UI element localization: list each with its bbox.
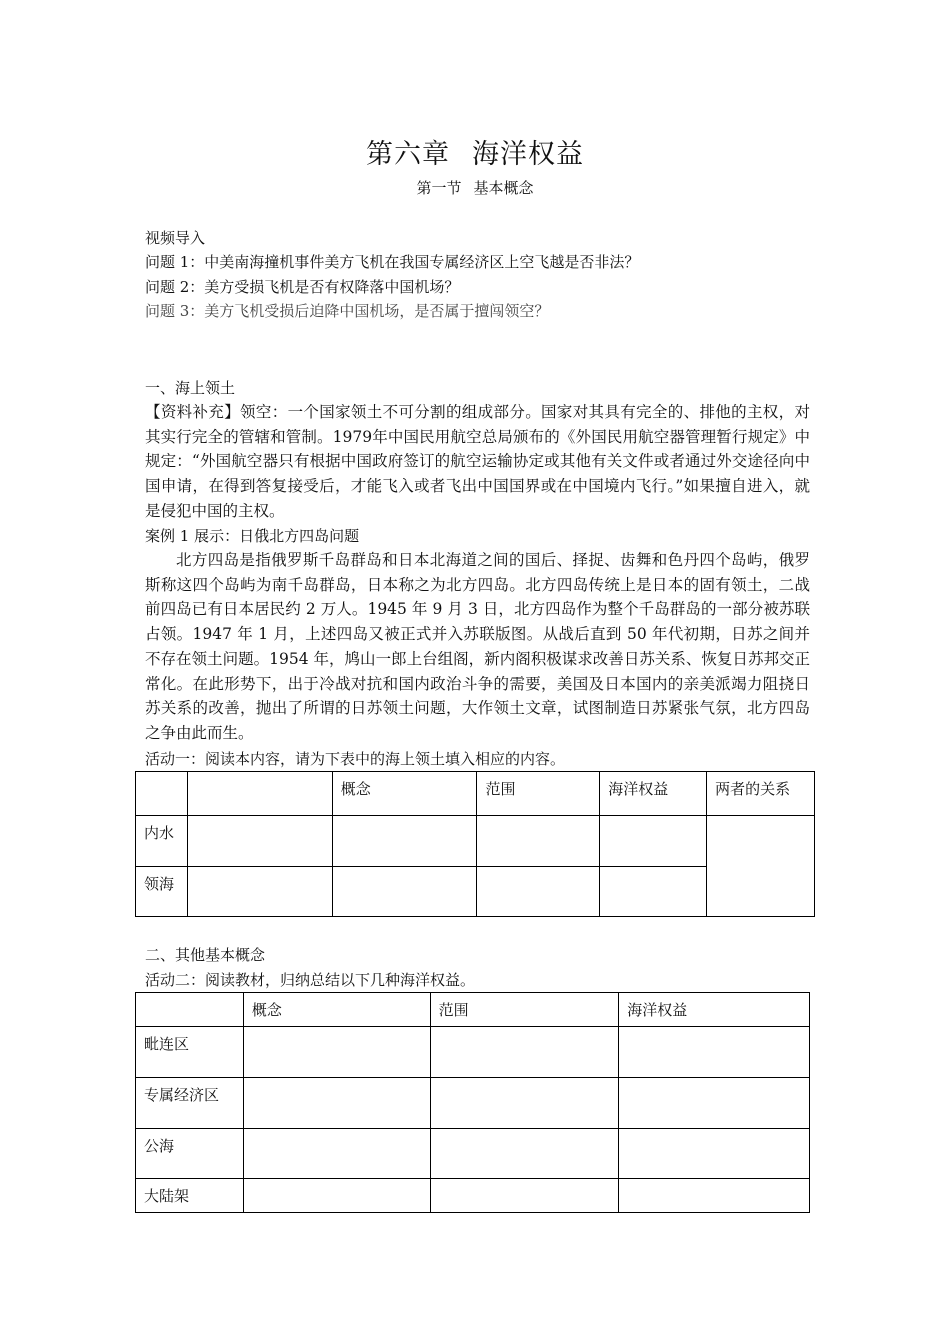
answer-cell[interactable] — [187, 867, 332, 917]
table-row — [136, 1078, 810, 1129]
part1-heading: 一、海上领土 — [145, 379, 236, 397]
part2-heading: 二、其他基本概念 — [145, 946, 266, 964]
row-label: 大陆架 — [136, 1179, 244, 1213]
answer-cell[interactable] — [243, 1078, 430, 1129]
row-label: 内水 — [136, 816, 188, 867]
chapter-number: 第六章 — [366, 139, 450, 170]
row-label: 专属经济区 — [136, 1078, 244, 1129]
answer-cell[interactable] — [332, 867, 477, 917]
chapter-name: 海洋权益 — [472, 139, 584, 170]
case-paragraph: 北方四岛是指俄罗斯千岛群岛和日本北海道之间的国后、择捉、齿舞和色丹四个岛屿，俄罗斯称这四个岛屿为南千岛群岛，日本称之为北方四岛。北方四岛传统上是日本的固有领土，二战前四岛已有日本居民约 2 万人。1945 年 9 月 3 日，北方四岛作为整个千岛群岛的一部分被苏联占领。1947 年 1 月，上述四岛又被正式并入苏联版图。从战后直到 50 年代初期，日苏之间并不存在领土问题。1954 年，鸠山一郎上台组阁，新内阁积极谋求改善日苏关系、恢复日苏邦交正常化。在此形势下，出于冷战对抗和国内政治斗争的需要，美国及日本国内的亲美派竭力阻挠日苏关系的改善，抛出了所谓的日苏领土问题，大作领土文章，试图制造日苏紧张气氛，北方四岛之争由此而生。 — [145, 551, 810, 742]
activity2-text: 活动二：阅读教材，归纳总结以下几种海洋权益。 — [145, 971, 476, 989]
answer-cell[interactable] — [243, 1129, 430, 1179]
intro-question-3: 问题 3：美方飞机受损后迫降中国机场，是否属于擅闯领空？ — [145, 302, 550, 320]
answer-cell[interactable] — [187, 816, 332, 867]
answer-cell[interactable] — [477, 867, 600, 917]
answer-cell[interactable] — [430, 1129, 619, 1179]
table-header-cell: 范围 — [477, 772, 600, 816]
intro-heading: 视频导入 — [145, 229, 206, 247]
table-row — [136, 1179, 810, 1213]
answer-cell[interactable] — [619, 1129, 810, 1179]
table-header-cell: 两者的关系 — [707, 772, 815, 816]
intro-question-1: 问题 1：中美南海撞机事件美方飞机在我国专属经济区上空飞越是否非法？ — [145, 253, 640, 271]
answer-cell[interactable] — [619, 1078, 810, 1129]
answer-cell[interactable] — [619, 1027, 810, 1078]
answer-cell[interactable] — [332, 816, 477, 867]
table-header-cell: 概念 — [243, 993, 430, 1027]
answer-cell[interactable] — [477, 816, 600, 867]
section-number: 第一节 — [416, 179, 462, 197]
answer-cell[interactable] — [430, 1078, 619, 1129]
maritime-rights-table — [135, 992, 810, 1213]
answer-cell[interactable] — [619, 1179, 810, 1213]
table-header-cell: 海洋权益 — [600, 772, 707, 816]
table-header-cell: 概念 — [332, 772, 477, 816]
answer-cell[interactable] — [243, 1179, 430, 1213]
activity1-text: 活动一：阅读本内容，请为下表中的海上领土填入相应的内容。 — [145, 750, 566, 768]
section-title — [0, 177, 950, 198]
intro-question-2: 问题 2：美方受损飞机是否有权降落中国机场？ — [145, 278, 460, 296]
answer-cell[interactable] — [430, 1027, 619, 1078]
maritime-territory-table — [135, 771, 815, 917]
section-name: 基本概念 — [473, 179, 534, 197]
table-header-cell — [187, 772, 332, 816]
answer-cell[interactable] — [600, 816, 707, 867]
table-header-cell: 范围 — [430, 993, 619, 1027]
table-header-cell: 海洋权益 — [619, 993, 810, 1027]
answer-cell[interactable] — [600, 867, 707, 917]
relationship-answer-cell[interactable] — [707, 816, 815, 917]
row-label: 毗连区 — [136, 1027, 244, 1078]
answer-cell[interactable] — [243, 1027, 430, 1078]
table-header-cell — [136, 772, 188, 816]
table-row — [136, 1027, 810, 1078]
table-header-cell — [136, 993, 244, 1027]
row-label: 公海 — [136, 1129, 244, 1179]
row-label: 领海 — [136, 867, 188, 917]
chapter-title — [0, 132, 950, 171]
table-row — [136, 1129, 810, 1179]
table-header-row — [136, 993, 810, 1027]
answer-cell[interactable] — [430, 1179, 619, 1213]
table-row — [136, 816, 815, 867]
table-header-row — [136, 772, 815, 816]
case-title: 案例 1 展示：日俄北方四岛问题 — [145, 527, 360, 545]
supplement-paragraph: 【资料补充】领空：一个国家领土不可分割的组成部分。国家对其具有完全的、排他的主权，对其实行完全的管辖和管制。1979年中国民用航空总局颁布的《外国民用航空器管理暂行规定》中规定：“外国航空器只有根据中国政府签订的航空运输协定或其他有关文件或者通过外交途径向中国申请，在得到答复接受后，才能飞入或者飞出中国国界或在中国境内飞行。”如果擅自进入，就是侵犯中国的主权。 — [145, 403, 810, 520]
